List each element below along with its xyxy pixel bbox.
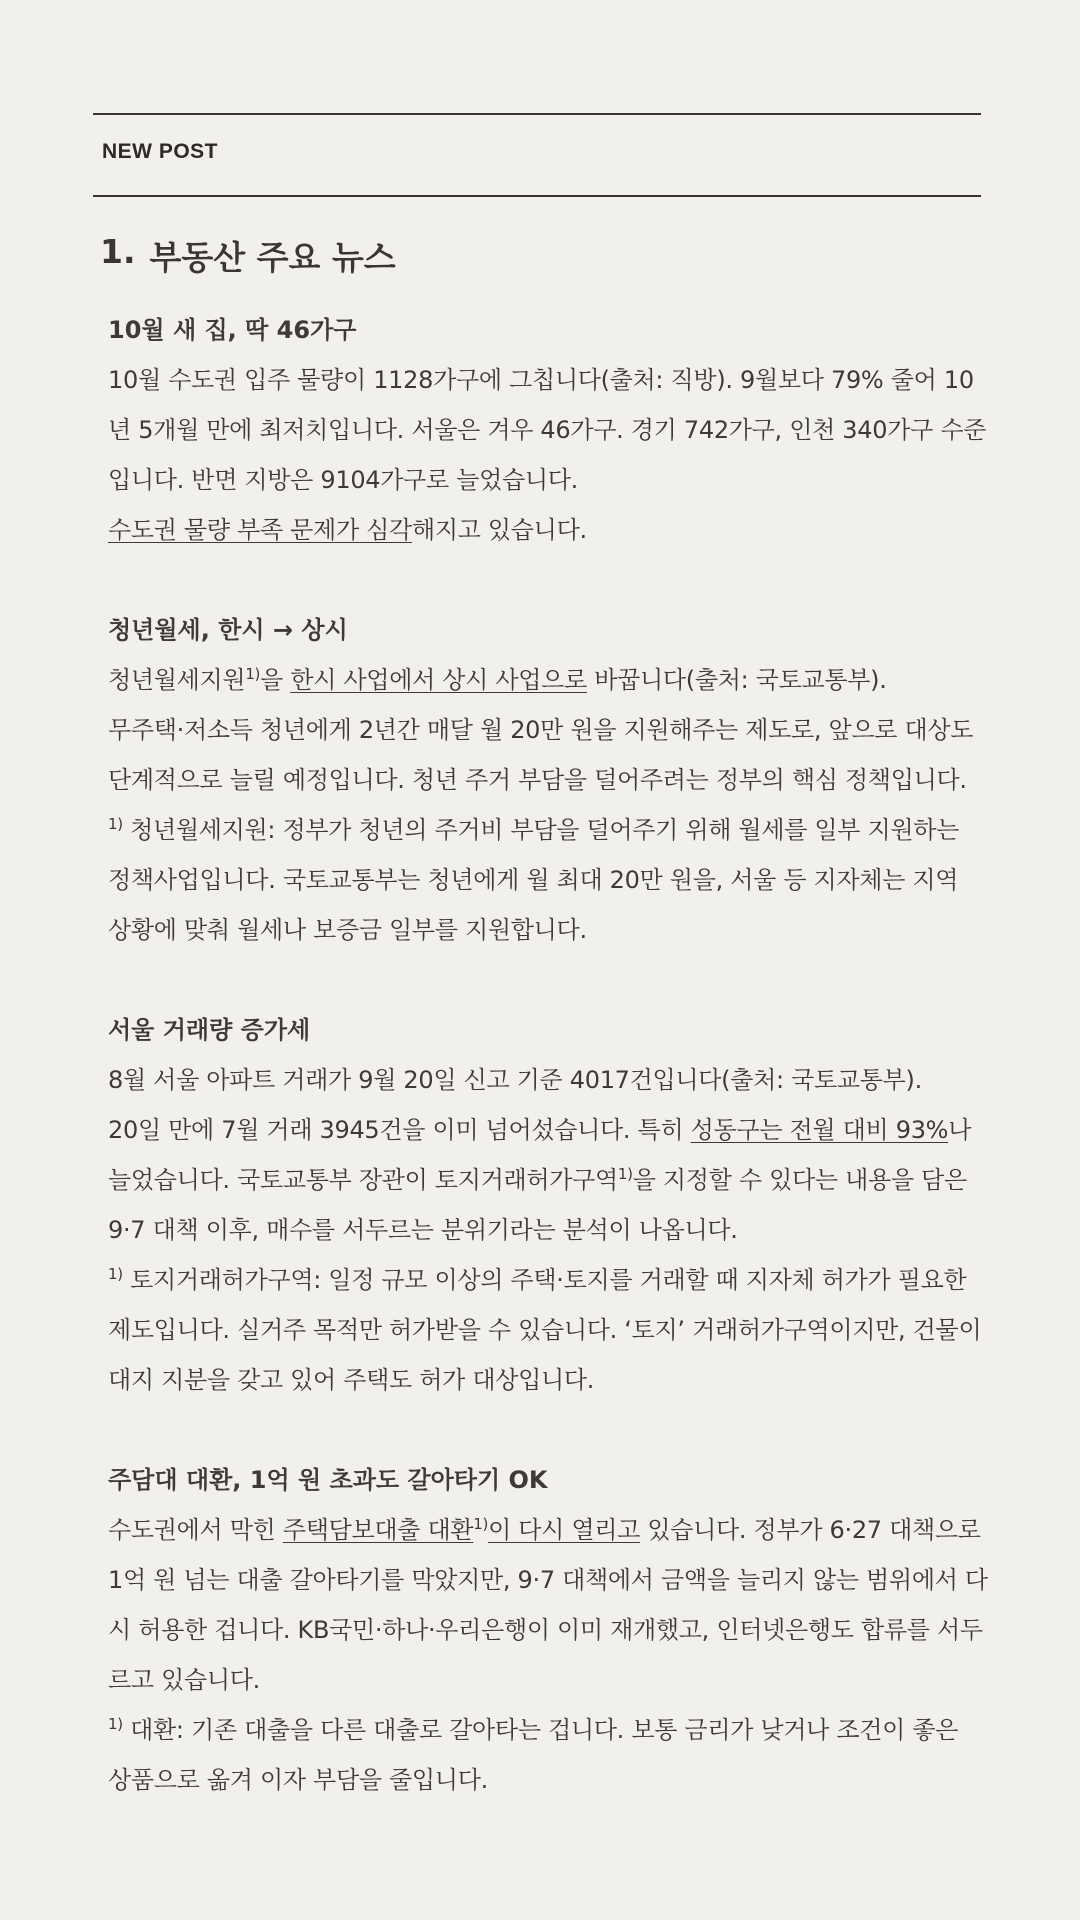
header-top-rule bbox=[93, 113, 981, 115]
article-heading: 청년월세, 한시 → 상시 bbox=[108, 616, 348, 644]
article-youth-rent bbox=[108, 605, 988, 955]
paragraph-text: 해지고 있습니다. bbox=[411, 516, 587, 544]
article-seoul-transactions bbox=[108, 1005, 988, 1405]
section-title-text: 부동산 주요 뉴스 bbox=[149, 238, 396, 277]
section-number: 1. bbox=[100, 232, 136, 271]
footnote-marker: 1) bbox=[245, 665, 261, 683]
paragraph-text: 있습니다. 정부가 6·27 대책으로 1억 원 넘는 대출 갈아타기를 막았지만, 9·7 대책에서 금액을 늘리지 않는 범위에서 다시 허용한 겁니다. KB국민·하나·우리은행이 이미 재개했고, 인터넷은행도 합류를 서두르고 있습니다. bbox=[108, 1516, 988, 1694]
paragraph-text: 청년월세지원 bbox=[108, 666, 246, 694]
paragraph-text: 20일 만에 7월 거래 3945건을 이미 넘어섰습니다. 특히 bbox=[108, 1116, 691, 1144]
footnote bbox=[108, 1705, 988, 1805]
paragraph-text: 을 지정할 수 있다는 내용을 담은 9·7 대책 이후, 매수를 서두르는 분위기라는 분석이 나옵니다. bbox=[108, 1166, 967, 1244]
highlight-text: 이 다시 열리고 bbox=[488, 1516, 641, 1544]
footnote-marker: 1) bbox=[108, 1715, 123, 1733]
article-paragraph bbox=[108, 655, 988, 705]
article-heading: 10월 새 집, 딱 46가구 bbox=[108, 316, 357, 344]
article-paragraph: 10월 수도권 입주 물량이 1128가구에 그칩니다(출처: 직방). 9월보다 79% 줄어 10년 5개월 만에 최저치입니다. 서울은 겨우 46가구. 경기 742가구, 인천 340가구 수준입니다. 반면 지방은 9104가구로 늘었습니다. bbox=[108, 366, 987, 494]
footnote-text: 대환: 기존 대출을 다른 대출로 갈아타는 겁니다. 보통 금리가 낮거나 조건이 좋은 상품으로 옮겨 이자 부담을 줄입니다. bbox=[108, 1716, 959, 1794]
footnote bbox=[108, 1255, 988, 1405]
paragraph-text: 바꿉니다(출처: 국토교통부). bbox=[586, 666, 887, 694]
paragraph-text: 수도권에서 막힌 bbox=[108, 1516, 283, 1544]
post-label: NEW POST bbox=[102, 140, 219, 163]
paragraph-text: 나 늘었습니다. 국토교통부 장관이 토지거래허가구역 bbox=[108, 1116, 972, 1194]
highlight-text: 한시 사업에서 상시 사업으로 bbox=[290, 666, 587, 694]
footnote bbox=[108, 805, 988, 955]
highlight-text: 주택담보대출 대환 bbox=[282, 1516, 474, 1544]
article-paragraph: 무주택·저소득 청년에게 2년간 매달 월 20만 원을 지원해주는 제도로, 앞으로 대상도 단계적으로 늘릴 예정입니다. 청년 주거 부담을 덜어주려는 정부의 핵심 정책입니다. bbox=[108, 716, 974, 794]
header-bottom-rule bbox=[93, 195, 981, 197]
footnote-text: 토지거래허가구역: 일정 규모 이상의 주택·토지를 거래할 때 지자체 허가가 필요한 제도입니다. 실거주 목적만 허가받을 수 있습니다. ‘토지’ 거래허가구역이지만, 건물이 대지 지분을 갖고 있어 주택도 허가 대상입니다. bbox=[108, 1266, 982, 1394]
highlight-text: 수도권 물량 부족 문제가 심각 bbox=[108, 516, 412, 544]
article-heading: 서울 거래량 증가세 bbox=[108, 1016, 311, 1044]
footnote-marker: 1) bbox=[473, 1515, 489, 1533]
article-mortgage-refinance bbox=[108, 1455, 988, 1805]
footnote-marker: 1) bbox=[108, 1265, 123, 1283]
article-paragraph: 8월 서울 아파트 거래가 9월 20일 신고 기준 4017건입니다(출처: 국토교통부). bbox=[108, 1066, 922, 1094]
article-paragraph bbox=[108, 505, 988, 555]
article-paragraph bbox=[108, 1505, 988, 1705]
footnote-marker: 1) bbox=[617, 1165, 633, 1183]
section-title bbox=[100, 232, 396, 279]
article-list bbox=[108, 305, 988, 1855]
article-paragraph bbox=[108, 1105, 988, 1255]
highlight-text: 성동구는 전월 대비 93% bbox=[690, 1116, 949, 1144]
article-heading: 주담대 대환, 1억 원 초과도 갈아타기 OK bbox=[108, 1466, 548, 1494]
footnote-marker: 1) bbox=[108, 815, 123, 833]
article-new-housing bbox=[108, 305, 988, 555]
footnote-text: 청년월세지원: 정부가 청년의 주거비 부담을 덜어주기 위해 월세를 일부 지원하는 정책사업입니다. 국토교통부는 청년에게 월 최대 20만 원을, 서울 등 지자체는 지역 상황에 맞춰 월세나 보증금 일부를 지원합니다. bbox=[108, 816, 960, 944]
paragraph-text: 을 bbox=[260, 666, 291, 694]
